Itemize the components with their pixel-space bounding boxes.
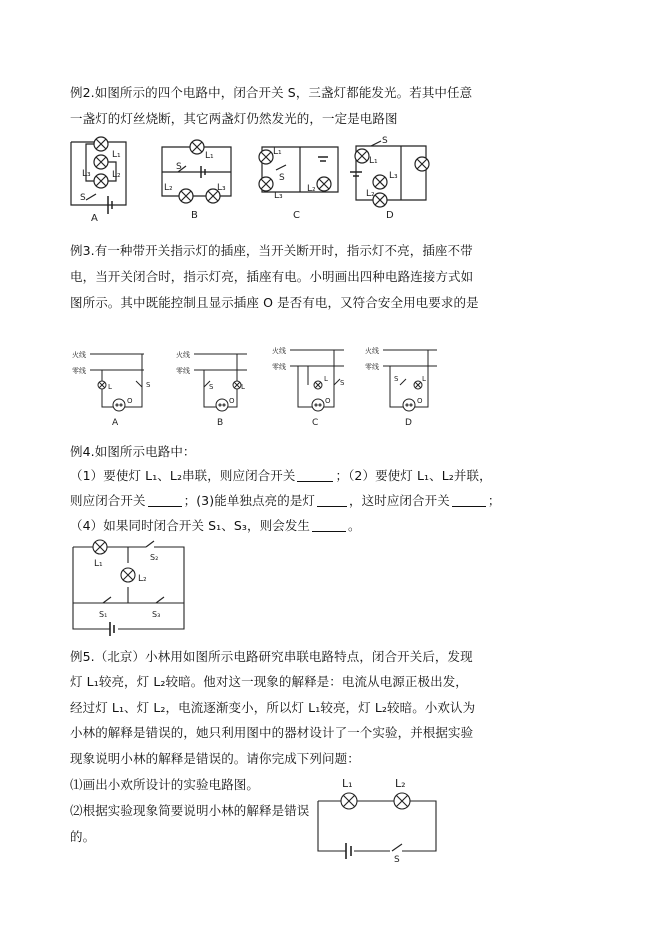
ex2-a-label-l1: L₁ xyxy=(112,150,121,160)
ex5-question-2: ⑵根据实验现象简要说明小林的解释是错误 xyxy=(70,803,310,818)
ex4-label-s2: S₂ xyxy=(150,553,159,562)
ex5-text-line4: 小林的解释是错误的，她只利用图中的器材设计了一个实验，并根据实验 xyxy=(70,725,474,740)
ex4-text-line3 xyxy=(70,492,500,510)
ex3-b-o-label: O xyxy=(229,397,235,405)
ex3-a-live-label: 火线 xyxy=(72,351,86,359)
ex3-circuit-d xyxy=(365,346,437,428)
ex3-c-neutral-label: 零线 xyxy=(272,363,286,371)
ex2-c-label-l2: L₂ xyxy=(307,184,316,194)
ex3-c-live-label: 火线 xyxy=(272,347,286,355)
ex4-text-line2 xyxy=(70,467,492,485)
ex5-text-line5: 现象说明小林的解释是错误的。请你完成下列问题： xyxy=(70,751,360,766)
ex5-text-line1: 例5.（北京）小林用如图所示电路研究串联电路特点，闭合开关后，发现 xyxy=(70,649,473,664)
ex2-d-label-l2: L₂ xyxy=(366,189,375,199)
ex5-label-l1: L₁ xyxy=(342,777,353,790)
ex4-label-l2: L₂ xyxy=(138,574,147,584)
ex3-socket-figures xyxy=(72,345,442,433)
ex4-q3-text-cont: ，这时应闭合开关 xyxy=(349,493,450,508)
ex3-text-line3: 图所示。其中既能控制且显示插座 O 是否有电，又符合安全用电要求的是 xyxy=(70,295,479,310)
ex2-circuit-c xyxy=(259,147,338,221)
ex2-c-label-l1: L₁ xyxy=(273,147,282,157)
ex3-text-line2: 电，当开关闭合时，指示灯亮，插座有电。小明画出四种电路连接方式如 xyxy=(70,269,474,284)
ex4-q2-text: ；（2）要使灯 L₁、L₂并联， xyxy=(335,468,492,483)
ex5-question-1: ⑴画出小欢所设计的实验电路图。 xyxy=(70,777,260,792)
ex3-d-label: D xyxy=(405,418,412,428)
ex4-q3-blank-switch[interactable] xyxy=(452,493,486,507)
ex2-text-line1: 例2.如图所示的四个电路中，闭合开关 S，三盏灯都能发光。若其中任意 xyxy=(70,85,473,100)
ex2-text-line2: 一盏灯的灯丝烧断，其它两盏灯仍然发光的，一定是电路图 xyxy=(70,111,398,126)
ex5-text-line2: 灯 L₁较亮，灯 L₂较暗。他对这一现象的解释是：电流从电源正极出发， xyxy=(70,674,468,689)
ex3-b-label: B xyxy=(217,418,224,428)
ex4-text-line4 xyxy=(70,517,361,535)
ex2-d-label-s: S xyxy=(382,136,388,146)
ex3-d-neutral-label: 零线 xyxy=(365,363,379,371)
ex2-circuit-figures xyxy=(66,132,446,224)
ex2-a-label: A xyxy=(91,213,98,224)
ex5-text-line3: 经过灯 L₁、灯 L₂，电流逐渐变小，所以灯 L₁较亮，灯 L₂较暗。小欢认为 xyxy=(70,700,476,715)
ex4-text-line1: 例4.如图所示电路中： xyxy=(70,444,196,459)
ex2-circuit-b xyxy=(162,140,231,221)
ex3-b-s-label: S xyxy=(209,383,214,391)
ex2-c-label: C xyxy=(293,210,300,221)
ex4-label-s3: S₃ xyxy=(152,610,161,619)
ex3-d-l-label: L xyxy=(422,375,426,383)
ex2-a-label-l3: L₃ xyxy=(82,169,91,179)
ex3-a-l-label: L xyxy=(108,383,112,391)
ex4-label-s1: S₁ xyxy=(99,610,108,619)
ex4-label-l1: L₁ xyxy=(94,559,103,569)
ex2-b-label-l3: L₃ xyxy=(217,183,226,193)
ex4-q1-text: （1）要使灯 L₁、L₂串联，则应闭合开关 xyxy=(70,468,296,483)
ex4-q3-blank-lamp[interactable] xyxy=(317,493,347,507)
ex4-q4-blank[interactable] xyxy=(312,518,346,532)
ex2-b-label-l1: L₁ xyxy=(205,151,214,161)
ex3-d-o-label: O xyxy=(417,397,423,405)
ex4-circuit-figure xyxy=(66,537,191,639)
ex3-c-o-label: O xyxy=(325,397,331,405)
ex3-circuit-a xyxy=(72,350,151,428)
ex3-a-o-label: O xyxy=(127,397,133,405)
ex3-circuit-b xyxy=(176,350,247,428)
ex4-q4-text: （4）如果同时闭合开关 S₁、S₃，则会发生 xyxy=(70,518,311,533)
ex4-q2-blank[interactable] xyxy=(148,493,182,507)
ex3-c-l-label: L xyxy=(324,375,328,383)
ex2-d-label-l3: L₃ xyxy=(389,171,398,181)
ex2-b-label-l2: L₂ xyxy=(164,183,173,193)
ex3-b-neutral-label: 零线 xyxy=(176,367,190,375)
ex4-q4-end: 。 xyxy=(348,518,361,533)
ex5-label-s: S xyxy=(394,855,400,863)
ex3-text-line1: 例3.有一种带开关指示灯的插座，当开关断开时，指示灯不亮，插座不带 xyxy=(70,243,473,258)
ex2-d-label: D xyxy=(386,210,394,221)
ex4-q2-text-cont: 则应闭合开关 xyxy=(70,493,146,508)
ex3-d-s-label: S xyxy=(394,375,399,383)
ex2-circuit-a xyxy=(71,137,126,224)
ex2-b-label-s: S xyxy=(176,162,182,172)
ex2-a-label-s: S xyxy=(80,193,86,203)
ex3-a-s-label: S xyxy=(146,381,151,389)
ex2-c-label-s: S xyxy=(279,173,285,183)
ex3-d-live-label: 火线 xyxy=(365,347,379,355)
ex3-b-l-label: L xyxy=(241,383,245,391)
ex3-c-label: C xyxy=(312,418,319,428)
ex3-b-live-label: 火线 xyxy=(176,351,190,359)
ex3-circuit-c xyxy=(272,346,345,428)
ex2-c-label-l3: L₃ xyxy=(274,191,283,201)
ex2-b-label: B xyxy=(191,210,198,221)
ex4-q1-blank[interactable] xyxy=(297,468,333,482)
ex2-a-label-l2: L₂ xyxy=(112,170,121,180)
ex5-question-2-cont: 的。 xyxy=(70,829,96,844)
ex5-circuit-figure xyxy=(310,773,445,863)
ex4-q3-end: ； xyxy=(487,493,501,508)
ex5-label-l2: L₂ xyxy=(395,777,406,790)
ex3-a-label: A xyxy=(112,418,119,428)
ex2-d-label-l1: L₁ xyxy=(369,156,378,166)
ex2-circuit-d xyxy=(350,136,429,221)
ex3-c-s-label: S xyxy=(340,379,345,387)
ex4-q3-text: ；(3)能单独点亮的是灯 xyxy=(183,493,316,508)
ex3-a-neutral-label: 零线 xyxy=(72,367,86,375)
